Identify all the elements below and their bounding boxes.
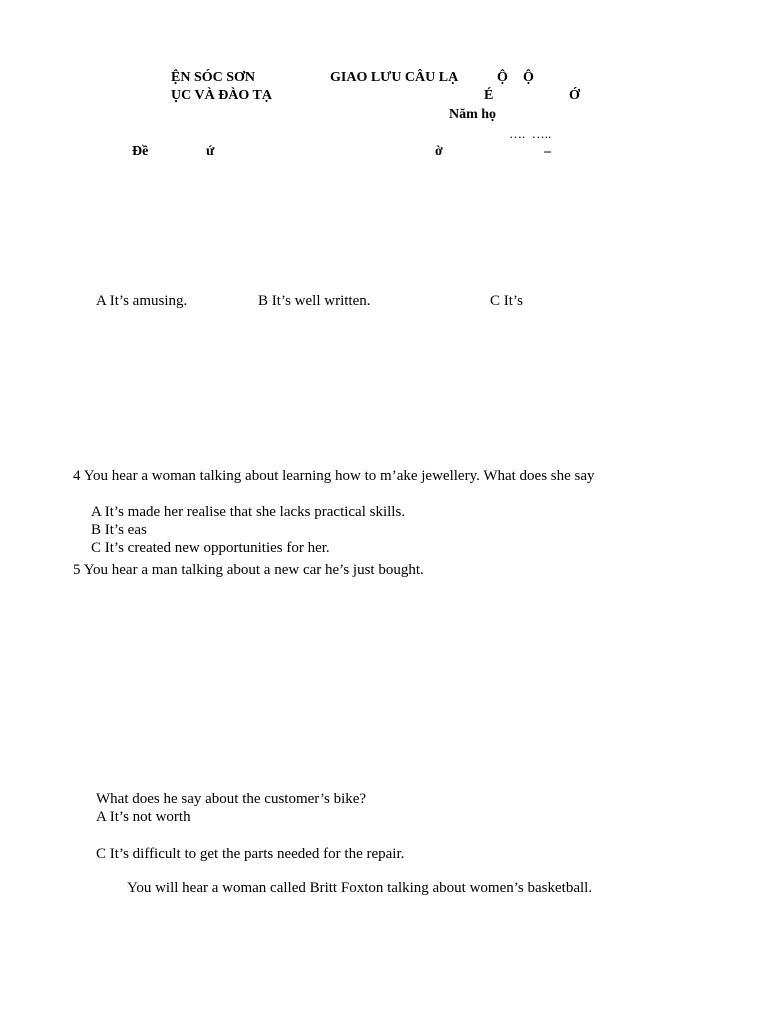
subheader-u: ứ <box>206 144 215 159</box>
question-top-option-a: A It’s amusing. <box>96 293 188 309</box>
subheader-o: ờ <box>435 144 443 159</box>
header-right-line2-b: Ớ <box>569 88 580 103</box>
header-right-line1-b: Ộ <box>497 70 508 85</box>
subheader-dash: – <box>544 144 551 159</box>
question4-option-b: B It’s eas <box>91 522 147 538</box>
question4-option-c: C It’s created new opportunities for her. <box>91 540 330 556</box>
question5-prompt: 5 You hear a man talking about a new car he’s just bought. <box>73 562 424 578</box>
header-left-line2: ỤC VÀ ĐÀO TẠ <box>171 88 272 103</box>
subheader-de: Đề <box>132 144 149 159</box>
bike-question-option-a: A It’s not worth <box>96 809 191 825</box>
header-school-year: Năm họ <box>449 107 497 122</box>
header-left-line1: ỆN SÓC SƠN <box>171 70 256 85</box>
part-intro: You will hear a woman called Britt Foxton talking about women’s basketball. <box>127 880 593 896</box>
bike-question-option-c: C It’s difficult to get the parts needed for the repair. <box>96 846 405 862</box>
question-top-option-c: C It’s <box>490 293 523 309</box>
question4-prompt: 4 You hear a woman talking about learning how to m’ake jewellery. What does she say <box>73 468 595 484</box>
question-top-option-b: B It’s well written. <box>258 293 371 309</box>
question4-option-a: A It’s made her realise that she lacks practical skills. <box>91 504 406 520</box>
header-dots: …. ….. <box>509 126 552 141</box>
header-right-line2-a: É <box>484 88 494 103</box>
header-right-line1-a: GIAO LƯU CÂU LẠ <box>330 70 459 85</box>
header-right-line1-c: Ộ <box>523 70 534 85</box>
bike-question-prompt: What does he say about the customer’s bike? <box>96 791 367 807</box>
